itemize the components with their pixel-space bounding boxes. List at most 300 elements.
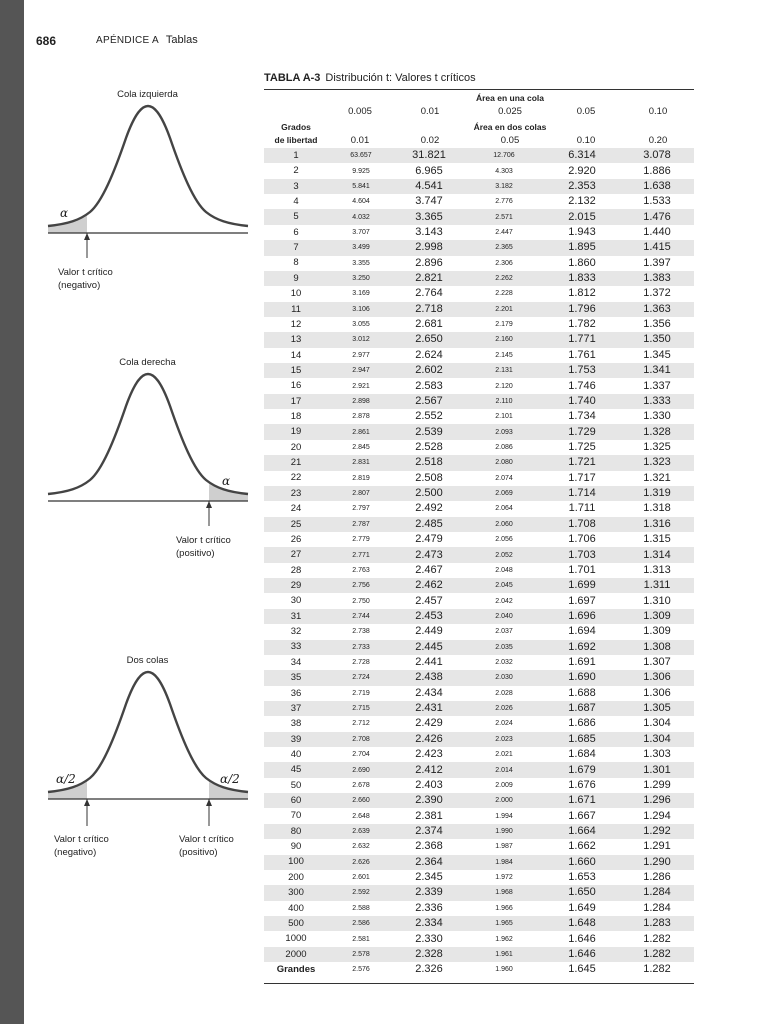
- table-title: [264, 72, 476, 84]
- cell-a0025: 2.365: [464, 240, 544, 255]
- table-row: [264, 839, 694, 854]
- cell-a0025: 2.037: [495, 628, 513, 636]
- cell-a010: 1.337: [643, 379, 671, 392]
- cell-a005: 1.796: [544, 302, 620, 317]
- cell-a0025: 2.009: [495, 781, 513, 789]
- cell-a005: 1.725: [568, 441, 596, 453]
- cell-a001: 2.441: [415, 656, 443, 669]
- cell-a005: 1.690: [544, 670, 620, 685]
- two-tails-curve-graphic: [40, 664, 255, 834]
- cell-a0005: 2.744: [328, 609, 394, 624]
- table-row: [264, 578, 694, 593]
- cell-a010: 1.283: [620, 916, 694, 931]
- cell-a0005: 2.977: [352, 351, 370, 359]
- figure-title: Dos colas: [126, 655, 169, 666]
- table-row: [264, 179, 694, 194]
- cell-df: 6: [293, 226, 299, 238]
- table-row: [264, 317, 694, 332]
- table-row: [264, 716, 694, 731]
- cell-a010: 1.356: [643, 318, 671, 331]
- cell-a0025: 2.023: [464, 732, 544, 747]
- table-top-rule: [264, 89, 694, 90]
- cell-df: 5: [264, 209, 328, 224]
- cell-a0005: 2.715: [328, 701, 394, 716]
- cell-a0005: 2.576: [352, 966, 370, 974]
- cell-a001: 3.365: [394, 209, 464, 224]
- one-tail-header: Área en una cola: [475, 93, 545, 103]
- cell-a010: 1.341: [620, 363, 694, 378]
- cell-a001: 2.339: [394, 885, 464, 900]
- table-row: [264, 870, 694, 885]
- cell-a0005: 2.878: [352, 413, 370, 421]
- cell-a0025: 2.120: [495, 382, 513, 390]
- cell-a001: 2.485: [394, 517, 464, 532]
- critical-value-line2: (positivo): [176, 548, 215, 559]
- cell-a005: 1.687: [544, 701, 620, 716]
- cell-df: 31: [264, 609, 328, 624]
- alpha-symbol: α: [222, 474, 231, 488]
- cell-df: 19: [264, 424, 328, 439]
- table-row: [264, 640, 694, 655]
- cell-a001: 2.423: [415, 748, 443, 761]
- cell-a0005: 2.779: [352, 536, 370, 544]
- cell-a010: 1.304: [620, 732, 694, 747]
- cell-a0025: 2.131: [464, 363, 544, 378]
- cell-a0025: 2.021: [495, 751, 513, 759]
- cell-a005: 1.648: [544, 916, 620, 931]
- one-tail-alpha-5: 0.10: [648, 106, 668, 117]
- cell-df: 26: [290, 533, 302, 545]
- cell-df: 7: [264, 240, 328, 255]
- figure-title: Cola izquierda: [117, 89, 178, 100]
- running-head: [96, 34, 198, 46]
- cell-a0005: 2.728: [352, 659, 370, 667]
- cell-a005: 1.711: [568, 502, 596, 515]
- cell-a005: 1.650: [544, 885, 620, 900]
- table-row: [264, 609, 694, 624]
- cell-a010: 1.328: [620, 424, 694, 439]
- cell-df: 38: [290, 718, 302, 730]
- table-body: [264, 148, 694, 977]
- cell-a0005: 3.055: [352, 321, 370, 329]
- cell-a0005: 2.719: [352, 689, 370, 697]
- cell-df: 25: [264, 517, 328, 532]
- right-tail-curve-graphic: [40, 366, 255, 536]
- cell-df: 300: [264, 885, 328, 900]
- cell-a0005: 3.499: [328, 240, 394, 255]
- cell-a001: 2.364: [394, 855, 464, 870]
- cell-a001: 2.473: [394, 547, 464, 562]
- cell-a001: 2.368: [415, 840, 443, 853]
- cell-a0025: 1.962: [495, 935, 513, 943]
- cell-a005: 1.701: [568, 563, 596, 576]
- table-row: [264, 302, 694, 317]
- cell-a0025: 2.064: [495, 505, 513, 513]
- cell-a0025: 2.052: [464, 547, 544, 562]
- cell-df: 60: [264, 793, 328, 808]
- table-row: [264, 670, 694, 685]
- cell-a010: 1.319: [620, 486, 694, 501]
- cell-a0005: 3.250: [328, 271, 394, 286]
- cell-a005: 1.833: [544, 271, 620, 286]
- table-bottom-rule: [264, 983, 694, 984]
- cell-a0005: 3.012: [328, 332, 394, 347]
- cell-a0025: 2.306: [495, 259, 513, 267]
- cell-a005: 1.703: [544, 547, 620, 562]
- cell-a001: 2.821: [394, 271, 464, 286]
- cell-a010: 1.533: [643, 195, 671, 208]
- cell-a0005: 2.639: [328, 824, 394, 839]
- table-row: [264, 916, 694, 931]
- page-spine: [0, 0, 24, 1024]
- table-row: [264, 378, 694, 393]
- cell-a001: 2.518: [394, 455, 464, 470]
- cell-df: 12: [290, 318, 302, 330]
- cell-df: 27: [264, 547, 328, 562]
- cell-a010: 1.476: [620, 209, 694, 224]
- cell-a005: 1.714: [544, 486, 620, 501]
- cell-df: 30: [290, 595, 302, 607]
- cell-a005: 1.660: [544, 855, 620, 870]
- table-row: [264, 701, 694, 716]
- table-row: [264, 824, 694, 839]
- cell-df: 17: [264, 394, 328, 409]
- cell-a010: 1.315: [643, 533, 671, 546]
- table-row: [264, 778, 694, 793]
- two-tail-header: Área en dos colas: [473, 122, 547, 132]
- cell-df: 40: [290, 748, 302, 760]
- cell-a001: 2.508: [415, 471, 443, 484]
- cell-df: 90: [290, 841, 302, 853]
- cell-a005: 1.696: [544, 609, 620, 624]
- table-row: [264, 194, 694, 209]
- cell-a010: 1.296: [620, 793, 694, 808]
- cell-a010: 1.330: [643, 410, 671, 423]
- cell-a0025: 2.014: [464, 762, 544, 777]
- cell-a005: 1.708: [544, 517, 620, 532]
- cell-df: 4: [293, 196, 299, 207]
- cell-a001: 2.453: [394, 609, 464, 624]
- cell-a0025: 2.101: [495, 413, 513, 421]
- table-row: [264, 501, 694, 516]
- cell-a0005: 2.588: [352, 904, 370, 912]
- cell-a001: 2.403: [415, 778, 443, 791]
- cell-a0005: 2.738: [352, 628, 370, 636]
- cell-a010: 1.307: [643, 656, 671, 669]
- cell-df: 80: [264, 824, 328, 839]
- cell-a005: 1.646: [568, 932, 596, 945]
- cell-a005: 6.314: [544, 148, 620, 163]
- cell-df: 24: [290, 503, 302, 515]
- cell-a0005: 3.169: [352, 290, 370, 298]
- cell-a0005: 63.657: [328, 148, 394, 163]
- cell-a0025: 1.968: [464, 885, 544, 900]
- cell-a010: 1.415: [620, 240, 694, 255]
- cell-a010: 1.383: [620, 271, 694, 286]
- cell-a005: 1.740: [544, 394, 620, 409]
- cell-a0025: 2.571: [464, 209, 544, 224]
- cell-a0025: 1.972: [495, 874, 513, 882]
- cell-a005: 1.706: [568, 533, 596, 546]
- cell-a010: 1.301: [620, 762, 694, 777]
- cell-a0005: 2.660: [328, 793, 394, 808]
- critical-value-line2: (positivo): [179, 847, 218, 858]
- cell-a001: 2.438: [394, 670, 464, 685]
- cell-a0005: 2.797: [352, 505, 370, 513]
- cell-a005: 2.132: [568, 195, 596, 208]
- cell-df: 15: [264, 363, 328, 378]
- cell-a005: 2.015: [544, 209, 620, 224]
- critical-value-line2: (negativo): [58, 280, 101, 291]
- cell-a0005: 2.581: [352, 935, 370, 943]
- cell-a0025: 2.110: [464, 394, 544, 409]
- cell-a0005: 2.690: [328, 762, 394, 777]
- table-row: [264, 808, 694, 823]
- table-row: [264, 686, 694, 701]
- cell-a0025: 1.984: [464, 855, 544, 870]
- cell-a0005: 2.678: [352, 781, 370, 789]
- cell-a0005: 2.592: [328, 885, 394, 900]
- cell-a001: 2.326: [415, 963, 443, 976]
- table-row: [264, 332, 694, 347]
- cell-a0025: 2.024: [495, 720, 513, 728]
- critical-value-label: [176, 534, 231, 560]
- two-tail-alpha-3: 0.05: [500, 135, 520, 146]
- table-row: [264, 409, 694, 424]
- cell-a010: 1.372: [643, 287, 671, 300]
- table-row: [264, 947, 694, 962]
- cell-df: 11: [264, 302, 328, 317]
- cell-a0025: 1.990: [464, 824, 544, 839]
- cell-a010: 1.290: [620, 855, 694, 870]
- critical-value-line1: Valor t crítico: [58, 267, 113, 278]
- cell-a0025: 2.048: [495, 566, 513, 574]
- cell-a0005: 2.601: [352, 874, 370, 882]
- cell-a0025: 2.228: [495, 290, 513, 298]
- cell-a0025: 1.960: [495, 966, 513, 974]
- cell-df: 100: [264, 855, 328, 870]
- cell-df: 45: [264, 762, 328, 777]
- cell-df: 39: [264, 732, 328, 747]
- cell-a0005: 3.106: [328, 302, 394, 317]
- critical-value-line1: Valor t crítico: [176, 535, 231, 546]
- cell-a0025: 2.447: [495, 228, 513, 236]
- cell-a005: 1.746: [568, 379, 596, 392]
- cell-a005: 1.812: [568, 287, 596, 300]
- cell-a0025: 2.042: [495, 597, 513, 605]
- cell-df: 10: [290, 288, 302, 300]
- cell-a005: 1.679: [544, 762, 620, 777]
- cell-a001: 2.500: [394, 486, 464, 501]
- cell-a010: 1.284: [620, 885, 694, 900]
- cell-a0025: 2.035: [464, 640, 544, 655]
- cell-a005: 1.662: [568, 840, 596, 853]
- cell-a010: 1.282: [643, 963, 671, 976]
- table-row: [264, 624, 694, 639]
- cell-a005: 1.688: [568, 686, 596, 699]
- table-row: [264, 240, 694, 255]
- cell-a010: 1.284: [643, 901, 671, 914]
- cell-a0025: 2.026: [464, 701, 544, 716]
- table-row: [264, 885, 694, 900]
- cell-a0005: 2.861: [328, 424, 394, 439]
- cell-df: 400: [288, 902, 304, 914]
- cell-a005: 1.692: [544, 640, 620, 655]
- table-row: [264, 225, 694, 240]
- cell-df: 1: [264, 148, 328, 163]
- cell-df: 33: [264, 640, 328, 655]
- cell-df: 35: [264, 670, 328, 685]
- cell-df: 200: [288, 871, 304, 883]
- cell-a0005: 2.724: [328, 670, 394, 685]
- alpha-symbol: α: [60, 206, 69, 220]
- cell-df: 37: [264, 701, 328, 716]
- cell-a001: 2.681: [415, 318, 443, 331]
- cell-a005: 1.753: [544, 363, 620, 378]
- cell-a001: 2.567: [394, 394, 464, 409]
- cell-a0005: 2.756: [328, 578, 394, 593]
- table-row: [264, 547, 694, 562]
- cell-a005: 1.694: [568, 625, 596, 638]
- df-label-line2: de libertad: [274, 135, 318, 145]
- cell-df: 20: [290, 441, 302, 453]
- cell-a001: 2.718: [394, 302, 464, 317]
- cell-a0005: 2.750: [352, 597, 370, 605]
- cell-df: 22: [290, 472, 302, 484]
- critical-value-label: [58, 266, 113, 292]
- cell-a001: 2.457: [415, 594, 443, 607]
- cell-a0025: 1.965: [464, 916, 544, 931]
- cell-a001: 2.390: [394, 793, 464, 808]
- cell-a001: 2.650: [394, 332, 464, 347]
- cell-a001: 2.624: [415, 348, 443, 361]
- critical-value-line2: (negativo): [54, 847, 97, 858]
- section-label: APÉNDICE A: [96, 35, 160, 46]
- cell-a0005: 2.632: [352, 843, 370, 851]
- table-row: [264, 855, 694, 870]
- cell-df: 36: [290, 687, 302, 699]
- cell-df: 28: [290, 564, 302, 576]
- cell-a005: 1.729: [544, 424, 620, 439]
- cell-a010: 1.308: [620, 640, 694, 655]
- cell-a010: 1.294: [643, 809, 671, 822]
- cell-a010: 1.292: [620, 824, 694, 839]
- table-row: [264, 962, 694, 977]
- cell-a010: 1.440: [643, 225, 671, 238]
- cell-a005: 1.667: [568, 809, 596, 822]
- table-row: [264, 517, 694, 532]
- cell-a001: 2.764: [415, 287, 443, 300]
- table-row: [264, 363, 694, 378]
- figure-title: Cola derecha: [119, 357, 176, 368]
- cell-a010: 1.282: [643, 932, 671, 945]
- cell-a010: 1.286: [643, 871, 671, 884]
- two-tail-alpha-2: 0.02: [420, 135, 440, 146]
- cell-a010: 1.350: [620, 332, 694, 347]
- critical-value-positive-label: [179, 833, 234, 859]
- table-row: [264, 655, 694, 670]
- cell-a005: 1.653: [568, 871, 596, 884]
- cell-a001: 2.602: [394, 363, 464, 378]
- cell-a010: 1.397: [643, 256, 671, 269]
- cell-df: 32: [290, 626, 302, 638]
- cell-a010: 1.311: [620, 578, 694, 593]
- cell-a001: 31.821: [394, 148, 464, 163]
- df-label-line1: Grados: [281, 122, 311, 132]
- cell-a001: 2.583: [415, 379, 443, 392]
- table-row: [264, 747, 694, 762]
- cell-a0025: 2.028: [495, 689, 513, 697]
- cell-df: 3: [264, 179, 328, 194]
- cell-a001: 3.143: [415, 225, 443, 238]
- cell-a010: 1.305: [620, 701, 694, 716]
- cell-a005: 1.684: [568, 748, 596, 761]
- cell-a0025: 1.987: [495, 843, 513, 851]
- table-row: [264, 348, 694, 363]
- cell-a0005: 2.807: [328, 486, 394, 501]
- critical-value-line1: Valor t crítico: [54, 834, 109, 845]
- cell-a010: 1.345: [643, 348, 671, 361]
- cell-a001: 2.528: [415, 441, 443, 453]
- critical-value-negative-label: [54, 833, 109, 859]
- table-row: [264, 424, 694, 439]
- cell-a010: 1.304: [643, 717, 671, 730]
- cell-a0025: 2.160: [464, 332, 544, 347]
- cell-a001: 3.747: [415, 195, 443, 208]
- cell-a0025: 2.093: [464, 424, 544, 439]
- table-row: [264, 563, 694, 578]
- cell-a005: 1.691: [568, 656, 596, 669]
- cell-a005: 1.943: [568, 225, 596, 238]
- cell-df: 500: [264, 916, 328, 931]
- cell-a0025: 2.201: [464, 302, 544, 317]
- cell-a001: 2.412: [394, 762, 464, 777]
- cell-a010: 1.309: [620, 609, 694, 624]
- cell-a0025: 2.074: [495, 474, 513, 482]
- page-number: 686: [36, 34, 57, 48]
- table-row: [264, 455, 694, 470]
- cell-a010: 1.638: [620, 179, 694, 194]
- cell-df: 1000: [285, 933, 307, 945]
- cell-a0025: 2.179: [495, 321, 513, 329]
- cell-a0005: 2.898: [328, 394, 394, 409]
- cell-a005: 1.771: [544, 332, 620, 347]
- cell-a010: 1.306: [620, 670, 694, 685]
- cell-a010: 1.318: [643, 502, 671, 515]
- cell-a010: 1.363: [620, 302, 694, 317]
- cell-a005: 1.782: [568, 318, 596, 331]
- table-row: [264, 931, 694, 946]
- cell-a001: 2.334: [394, 916, 464, 931]
- table-row: [264, 762, 694, 777]
- cell-df: 9: [264, 271, 328, 286]
- cell-a0025: 12.706: [464, 148, 544, 163]
- table-row: [264, 532, 694, 547]
- cell-a0025: 2.045: [464, 578, 544, 593]
- cell-a001: 2.462: [394, 578, 464, 593]
- cell-a0025: 2.080: [464, 455, 544, 470]
- cell-a0005: 2.578: [328, 947, 394, 962]
- table-row: [264, 256, 694, 271]
- one-tail-alpha-1: 0.005: [348, 106, 372, 117]
- cell-a0025: 2.056: [495, 536, 513, 544]
- cell-a010: 1.306: [643, 686, 671, 699]
- cell-a0005: 2.831: [328, 455, 394, 470]
- cell-a005: 1.646: [544, 947, 620, 962]
- cell-df: 2000: [264, 947, 328, 962]
- table-row: [264, 486, 694, 501]
- figure-left-tail: [40, 88, 255, 298]
